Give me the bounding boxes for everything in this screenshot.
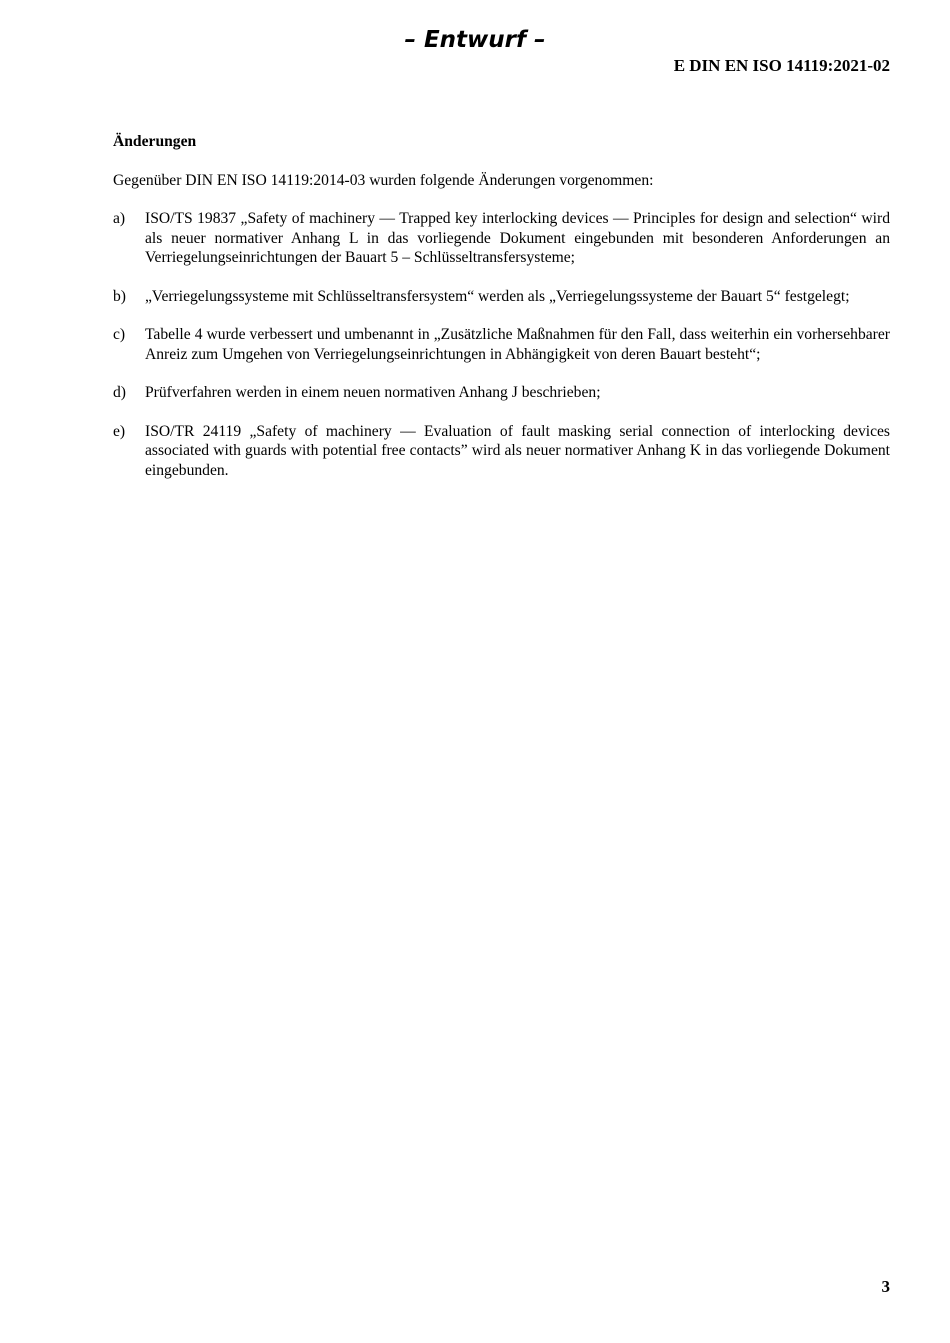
document-id: E DIN EN ISO 14119:2021-02	[673, 56, 890, 75]
document-body	[113, 132, 890, 499]
list-item-letter: e)	[113, 422, 126, 440]
change-list	[113, 209, 890, 480]
list-item-letter: b)	[113, 287, 126, 305]
list-item	[113, 287, 890, 307]
page-number: 3	[881, 1277, 890, 1296]
list-item-text: ISO/TS 19837 „Safety of machinery — Trapped key interlocking devices — Principles for design and selection“ wird als neuer normativer Anhang L in das vorliegende Dokument eingebunden mit besonderen Anforderungen an Verriegelungseinrichtungen der Bauart 5 – Schlüsseltransfersysteme;	[145, 210, 890, 266]
draft-watermark-title: – Entwurf –	[404, 27, 546, 53]
list-item	[113, 209, 890, 268]
list-item	[113, 325, 890, 364]
intro-paragraph: Gegenüber DIN EN ISO 14119:2014-03 wurden folgende Änderungen vorgenommen:	[113, 171, 654, 189]
list-item-text: Prüfverfahren werden in einem neuen normativen Anhang J beschrieben;	[145, 384, 601, 401]
list-item-letter: a)	[113, 210, 126, 227]
list-item-text: Tabelle 4 wurde verbessert und umbenannt in „Zusätzliche Maßnahmen für den Fall, dass weiterhin ein vorhersehbarer Anreiz zum Umgehen von Verriegelungseinrichtungen in Abhängigkeit von deren Bauart besteht“;	[145, 326, 890, 363]
list-item-letter: c)	[113, 326, 126, 343]
list-item	[113, 383, 890, 403]
list-item-text: ISO/TR 24119 „Safety of machinery — Evaluation of fault masking serial connection of interlocking devices associated with guards with potential free contacts” wird als neuer normativer Anhang K in das vorliegende Dokument eingebunden.	[145, 422, 890, 479]
list-item-letter: d)	[113, 384, 126, 401]
list-item-text: „Verriegelungssysteme mit Schlüsseltransfersystem“ werden als „Verriegelungssysteme der Bauart 5“ festgelegt;	[145, 287, 850, 305]
section-heading: Änderungen	[113, 133, 197, 150]
list-item	[113, 422, 890, 481]
